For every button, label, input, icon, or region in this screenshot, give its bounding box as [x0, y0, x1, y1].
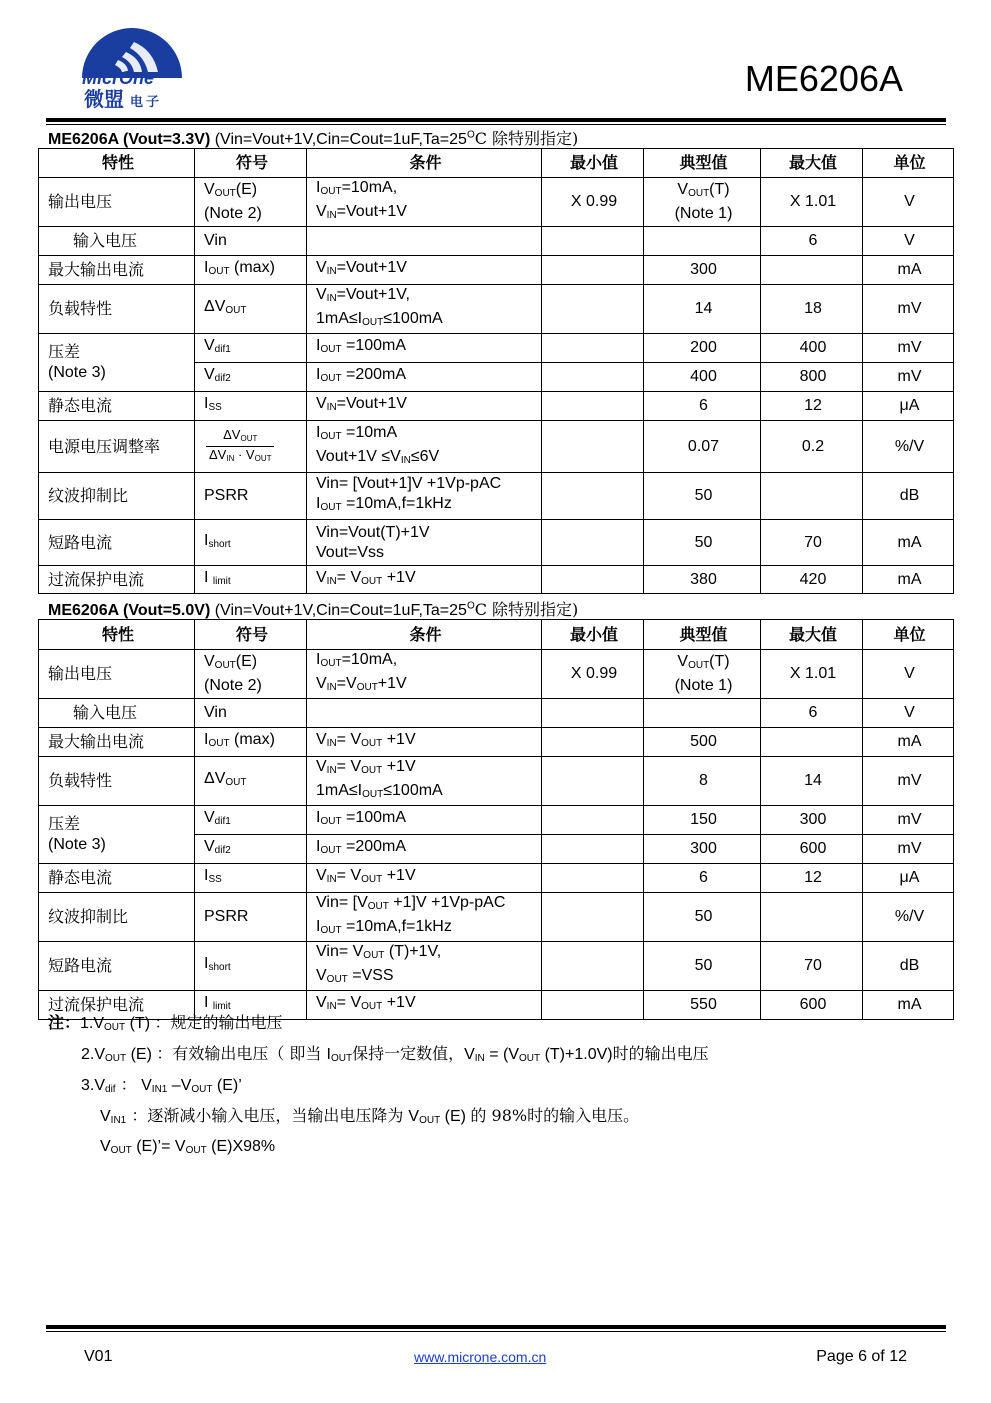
logo-suffix-text: 电子: [130, 95, 163, 110]
header-max: 最大值: [761, 620, 863, 650]
header-param: 特性: [39, 149, 195, 178]
header-param: 特性: [39, 620, 195, 650]
table-row: 过流保护电流 I $_{limit}$ $V_{IN}= V_{OUT} +1V$ 380 420 mA: [39, 566, 954, 594]
header-symbol: 符号: [195, 620, 307, 650]
table-row: 纹波抑制比 PSRR Vin= [Vout+1]V +1Vp-pAC $I_{OUT} =10mA,f=1kHz$ 50 dB: [39, 473, 954, 520]
table-row: 压差 (Note 3) $V_{dif1}$ $I_{OUT} =100mA$ 150 300 mV: [39, 806, 954, 835]
spec-table-5v0: [38, 619, 954, 1020]
logo-chinese-text: 微盟: [84, 87, 124, 111]
table-row: 最大输出电流 $I_{OUT}$ (max) $V_{IN}=Vout+1V$ 300 mA: [39, 256, 954, 285]
table-row: 电源电压调整率 $\frac{\Delta V_{OUT}}{\Delta V_{IN} \cdot V_{OUT}}$ $I_{OUT} =10mA$ Vout+1V $\le V_{IN}\le 6V$ 0.07 0.2 %/V: [39, 421, 954, 473]
table-header-row: [39, 149, 954, 178]
table-row: 最大输出电流 $I_{OUT}$ (max) $V_{IN}= V_{OUT} +1V$ 500 mA: [39, 728, 954, 757]
note-3: $3.V_{dif}$ ： $V_{IN1}$ $-V_{OUT}$ (E)’: [81, 1075, 242, 1095]
table-row: 输出电压 $V_{OUT}(E)$ (Note 2) $I_{OUT}=10mA$, $V_{IN}=V_{OUT}+1V$ X 0.99 $V_{OUT}(T)$ (Note 1) X 1.01 V: [39, 650, 954, 699]
table-row: 过流保护电流 I $_{limit}$ $V_{IN}= V_{OUT} +1V$ 550 600 mA: [39, 991, 954, 1020]
footer-version: V01: [84, 1348, 113, 1365]
table-row: 负载特性 $\Delta V_{OUT}$ $V_{IN}=Vout+1V$, $1mA\le I_{OUT}\le 100mA$ 14 18 mV: [39, 285, 954, 334]
table-row: 输出电压 $V_{OUT}(E)$ (Note 2) $I_{OUT}=10mA$, $V_{IN}=Vout+1V$ X 0.99 $V_{OUT}(T)$ (Note 1) X 1.01 V: [39, 178, 954, 227]
footer-website-link[interactable]: www.microne.com.cn: [414, 1349, 547, 1365]
header-unit: 单位: [863, 620, 954, 650]
table-row: 静态电流 $I_{SS}$ $V_{IN}=Vout+1V$ 6 12 μA: [39, 392, 954, 421]
table-row: 短路电流 $I_{short}$ Vin=Vout(T)+1V Vout=Vss 50 70 mA: [39, 520, 954, 566]
note-4: $V_{IN1}$ ：逐渐减小输入电压，当输出电压降为 $V_{OUT}$ (E) 的 98%时的输入电压。: [100, 1106, 640, 1126]
table-header-row: [39, 620, 954, 650]
line-regulation-fraction: $\frac{\Delta V_{OUT}}{\Delta V_{IN} \cdot V_{OUT}}$: [206, 427, 274, 466]
note-5: $V_{OUT}$ (E)’= $V_{OUT}$ (E)X98%: [100, 1138, 276, 1156]
table-row: 静态电流 $I_{SS}$ $V_{IN}= V_{OUT} +1V$ 6 12 μA: [39, 864, 954, 893]
table-row: $V_{dif2}$ $I_{OUT} =200mA$ 400 800 mV: [39, 363, 954, 392]
header-typ: 典型值: [644, 149, 761, 178]
footer-page-number: Page 6 of 12: [816, 1348, 907, 1365]
notes-section: [48, 1010, 709, 1164]
header-rule-thick: [46, 118, 946, 122]
logo-brand-text: MicrOne: [82, 68, 155, 88]
table-row: 纹波抑制比 PSRR $Vin= [V_{OUT} +1]V +1Vp-pAC$ $I_{OUT} =10mA,f=1kHz$ 50 %/V: [39, 893, 954, 942]
table-row: 负载特性 $\Delta V_{OUT}$ $V_{IN}= V_{OUT} +1V$ $1mA\le I_{OUT}\le 100mA$ 8 14 mV: [39, 757, 954, 806]
document-title: ME6206A: [744, 58, 903, 99]
note-2: $2.V_{OUT}$ (E) ：有效输出电压（ 即当 $I_{OUT}$保持一定数值，$V_{IN} = (V_{OUT}$ (T)+1.0V)时的输出电压: [81, 1044, 709, 1064]
note-1: 注：$1.V_{OUT}$ (T) ：规定的输出电压: [48, 1013, 283, 1033]
header-max: 最大值: [761, 149, 863, 178]
header-condition: 条件: [307, 620, 542, 650]
section2-title: ME6206A (Vout=5.0V) ($Vin=Vout+1V,Cin=Cout=1uF,Ta=25^OC$ 除特别指定): [48, 600, 579, 619]
section1-title: ME6206A (Vout=3.3V) ($Vin=Vout+1V,Cin=Cout=1uF,Ta=25^OC$ 除特别指定): [48, 129, 579, 148]
footer-rule-thin: [46, 1331, 946, 1332]
spec-table-3v3: [38, 148, 954, 594]
header-rule-thin: [46, 124, 946, 125]
table-row: 压差 (Note 3) $V_{dif1}$ $I_{OUT} =100mA$ 200 400 mV: [39, 334, 954, 363]
table-row: 输入电压 Vin 6 V: [39, 227, 954, 256]
header-condition: 条件: [307, 149, 542, 178]
header-typ: 典型值: [644, 620, 761, 650]
header-min: 最小值: [542, 149, 644, 178]
footer-rule-thick: [46, 1325, 946, 1329]
header-min: 最小值: [542, 620, 644, 650]
table-row: 短路电流 $I_{short}$ $Vin= V_{OUT}$ (T)+1V, $V_{OUT} =VSS$ 50 70 dB: [39, 942, 954, 991]
company-logo: [78, 22, 186, 112]
header-symbol: 符号: [195, 149, 307, 178]
header-unit: 单位: [863, 149, 954, 178]
table-row: $V_{dif2}$ $I_{OUT} =200mA$ 300 600 mV: [39, 835, 954, 864]
table-row: 输入电压 Vin 6 V: [39, 699, 954, 728]
